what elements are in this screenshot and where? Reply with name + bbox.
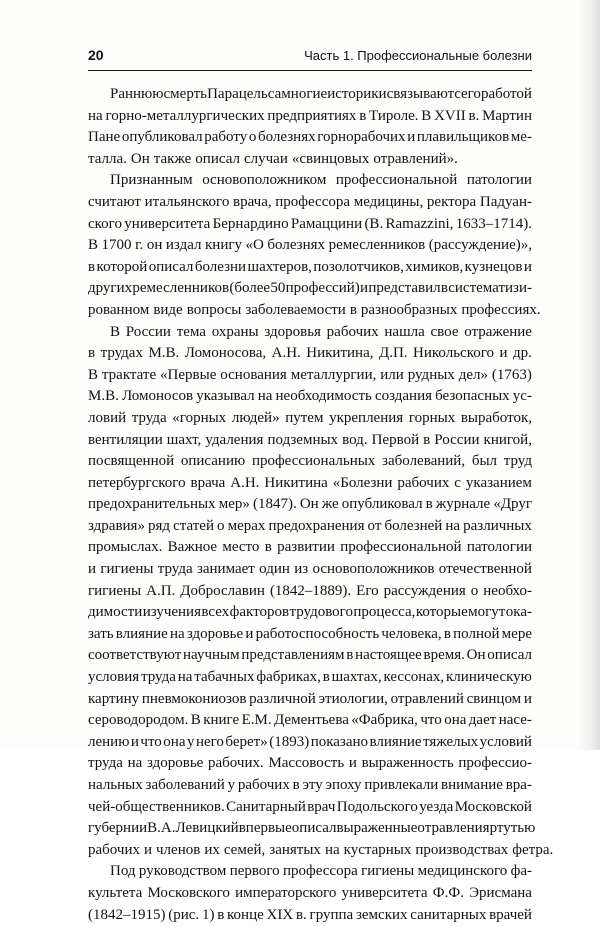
text-line: (1842–1915) (рис. 1) в конце XIX в. группа земских санитарных врачей <box>88 906 532 923</box>
text-line: чей-общественников. Санитарный врач Подольского уезда Московской <box>88 798 532 815</box>
text-line: сероводородом. В книге Е.М. Дементьева «Фабрика, что она дает насе- <box>88 712 532 729</box>
text-line: ского университета Бернардино Рамаццини (B. Ramazzini, 1633–1714). <box>88 215 532 232</box>
page-header <box>88 44 532 71</box>
text-line: соответствуют научным представлениям в настоящее время. Он описал <box>88 647 532 664</box>
text-line: М.В. Ломоносов указывал на необходимость создания безопасных ус- <box>88 388 532 405</box>
text-line: в которой описал болезни шахтеров, позолотчиков, химиков, кузнецов и <box>88 258 532 275</box>
text-line: Под руководством первого профессора гигиены медицинского фа- <box>110 863 532 880</box>
text-line: труда на здоровье рабочих. Массовость и выраженность профессио- <box>88 755 532 772</box>
text-line: считают итальянского врача, профессора медицины, ректора Падуан- <box>88 193 532 210</box>
text-line: лению и что она у него берет» (1893) показано влияние тяжелых условий <box>88 733 532 750</box>
text-line: условия труда на табачных фабриках, в шахтах, кессонах, клиническую <box>88 669 532 686</box>
text-line: и гигиены труда занимает один из основоположников отечественной <box>88 561 532 578</box>
text-line: В России тема охраны здоровья рабочих нашла свое отражение <box>110 323 532 340</box>
text-line: рованном виде вопросы заболеваемости в разнообразных профессиях. <box>88 301 541 318</box>
text-line: предохранительных мер» (1847). Он же опубликовал в журнале «Друг <box>88 496 532 513</box>
text-line: вентиляции шахт, удаления подземных вод. Первой в России книгой, <box>88 431 532 448</box>
text-line: талла. Он также описал случаи «свинцовых отравлений». <box>88 150 458 167</box>
paragraph <box>88 84 532 170</box>
text-line: димости изучения всех факторов трудового процесса, которые могут ока- <box>88 604 532 621</box>
page-number: 20 <box>88 47 104 63</box>
body-text <box>88 84 554 926</box>
paragraph <box>88 861 532 926</box>
text-line: ловий труда «горных людей» путем укрепления горных выработок, <box>88 409 532 426</box>
running-head: Часть 1. Профессиональные болезни <box>304 48 532 63</box>
text-line: в трудах М.В. Ломоносова, А.Н. Никитина, Д.П. Никольского и др. <box>88 345 532 362</box>
text-line: петербургского врача А.Н. Никитина «Болезни рабочих с указанием <box>88 474 532 491</box>
text-line: картину пневмокониозов различной этиологии, отравлений свинцом и <box>88 690 532 707</box>
text-line: Раннюю смерть Парацельса многие историки связывают с его работой <box>110 86 532 102</box>
text-line: гигиены А.П. Доброславин (1842–1889). Его рассуждения о необхо- <box>88 582 532 599</box>
text-line: других ремесленников (более 50 профессий) и представил в систематизи- <box>88 280 532 297</box>
text-line: В 1700 г. он издал книгу «О болезнях ремесленников (рассуждение)», <box>88 237 532 254</box>
text-line: Пане опубликовал работу о болезнях горнорабочих и плавильщиков ме- <box>88 129 532 146</box>
text-line: Признанным основоположником профессиональной патологии <box>110 172 532 189</box>
text-line: губернии В.А. Левицкий впервые описал выраженные отравления ртутью <box>88 820 536 837</box>
text-line: рабочих и членов их семей, занятых на кустарных производствах фетра. <box>88 841 554 858</box>
text-line: промыслах. Важное место в развитии профессиональной патологии <box>88 539 532 556</box>
text-line: здравия» ряд статей о мерах предохранения от болезней на различных <box>88 517 532 534</box>
paragraph <box>88 322 554 862</box>
paragraph <box>88 170 541 321</box>
spine-shadow <box>578 0 600 750</box>
text-line: нальных заболеваний у рабочих в эту эпоху привлекали внимание вра- <box>88 777 532 793</box>
text-line: на горно-металлургических предприятиях в Тироле. В XVII в. Мартин <box>88 107 532 124</box>
text-line: культета Московского императорского университета Ф.Ф. Эрисмана <box>88 884 532 901</box>
text-line: посвященной описанию профессиональных заболеваний, был труд <box>88 453 532 470</box>
text-line: зать влияние на здоровье и работоспособность человека, в полной мере <box>88 625 532 642</box>
text-line: В трактате «Первые основания металлургии, или рудных дел» (1763) <box>88 366 532 383</box>
